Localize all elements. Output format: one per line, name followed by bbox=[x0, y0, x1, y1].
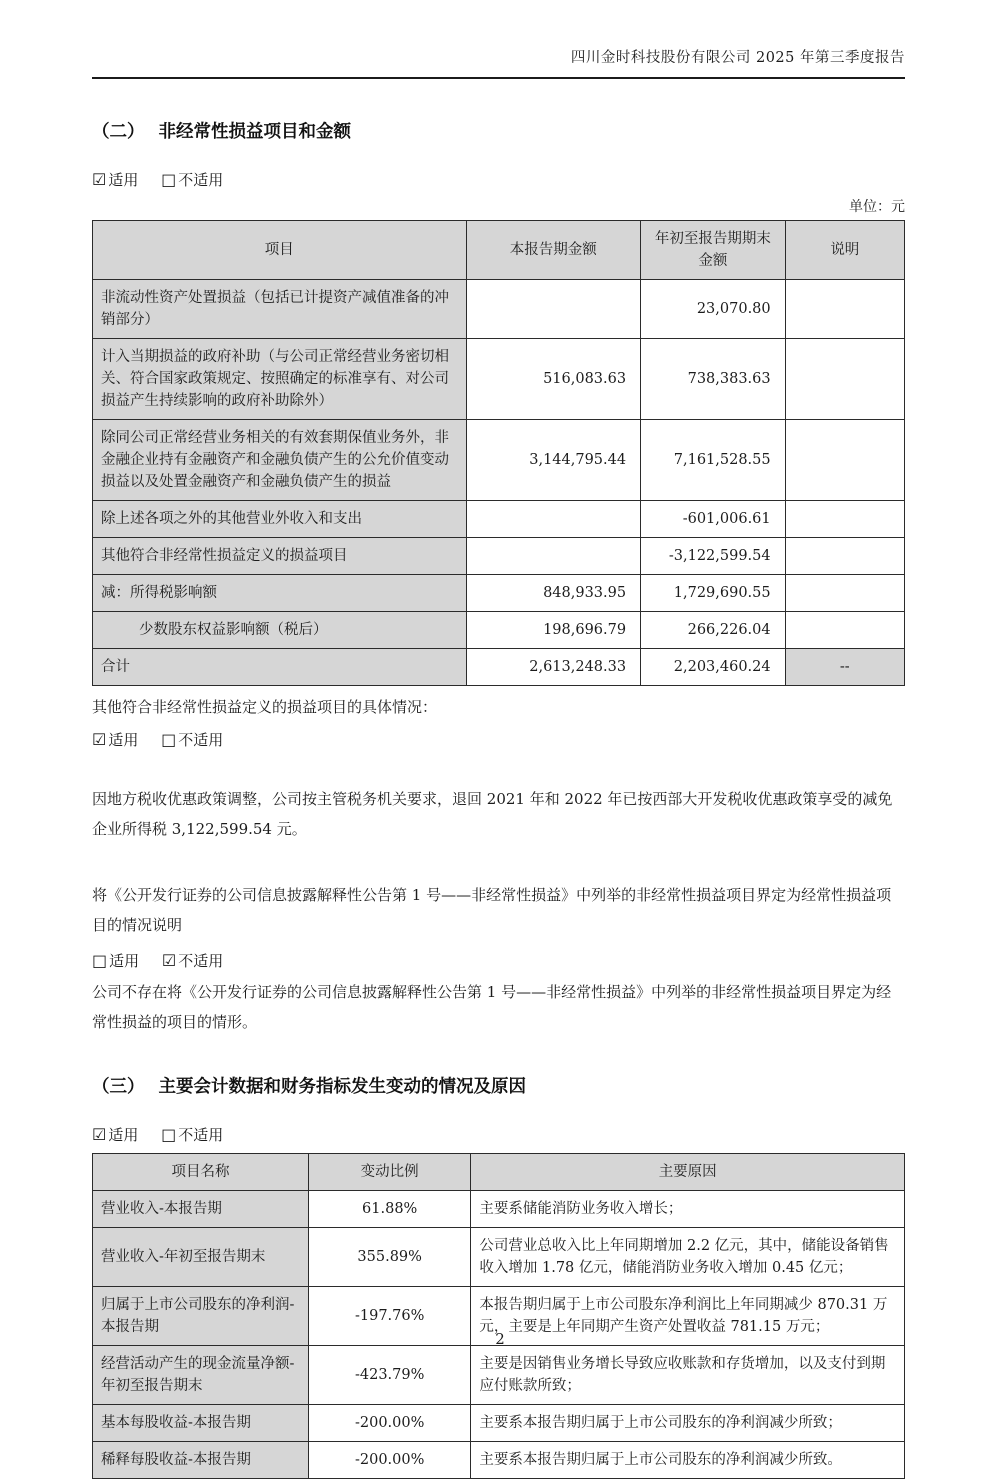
change-ratio-cell: 355.89% bbox=[308, 1228, 470, 1287]
section2-number: （二） bbox=[92, 122, 145, 142]
unit-label: 单位：元 bbox=[849, 199, 905, 215]
item-name-cell: 经营活动产生的现金流量净额-年初至报告期末 bbox=[93, 1346, 309, 1405]
change-ratio-cell: 61.88% bbox=[308, 1191, 470, 1228]
not-applicable-checkbox[interactable] bbox=[161, 1126, 223, 1144]
checked-checkbox-icon: ☑ bbox=[92, 170, 107, 189]
table-row bbox=[93, 339, 905, 420]
change-ratio-cell: -200.00% bbox=[308, 1405, 470, 1442]
reason-cell: 公司营业总收入比上年同期增加 2.2 亿元，其中，储能设备销售收入增加 1.78 亿元，储能消防业务收入增加 0.45 亿元； bbox=[471, 1228, 905, 1287]
applicable-checkbox[interactable] bbox=[92, 1126, 138, 1144]
ytd-amount-cell: -601,006.61 bbox=[641, 501, 786, 538]
note-cell bbox=[785, 538, 904, 575]
item-name-cell: 基本每股收益-本报告期 bbox=[93, 1405, 309, 1442]
total-current-cell: 2,613,248.33 bbox=[466, 649, 641, 686]
current-amount-cell bbox=[466, 280, 641, 339]
item-cell: 少数股东权益影响额（税后） bbox=[93, 612, 467, 649]
col-header-change-ratio: 变动比例 bbox=[308, 1154, 470, 1191]
reclassification-statement-body: 公司不存在将《公开发行证券的公司信息披露解释性公告第 1 号——非经常性损益》中列举的非经常性损益项目界定为经常性损益的项目的情形。 bbox=[92, 983, 892, 1031]
item-cell: 减：所得税影响额 bbox=[93, 575, 467, 612]
page-number: 2 bbox=[495, 1330, 505, 1348]
not-applicable-checkbox[interactable] bbox=[161, 731, 223, 749]
col-header-item: 项目 bbox=[93, 221, 467, 280]
col-header-item-name: 项目名称 bbox=[93, 1154, 309, 1191]
unchecked-checkbox-icon: □ bbox=[161, 730, 177, 749]
not-applicable-checkbox[interactable] bbox=[161, 171, 223, 189]
section3-number: （三） bbox=[92, 1077, 145, 1097]
table-header-row bbox=[93, 1154, 905, 1191]
table-header-row bbox=[93, 221, 905, 280]
report-title: 四川金时科技股份有限公司 2025 年第三季度报告 bbox=[570, 50, 905, 66]
applicable-label: 适用 bbox=[109, 952, 140, 970]
applicable-label: 适用 bbox=[108, 171, 139, 189]
ytd-amount-cell: 1,729,690.55 bbox=[641, 575, 786, 612]
applicable-checkbox[interactable] bbox=[92, 952, 139, 970]
col-header-ytd: 年初至报告期期末金额 bbox=[641, 221, 786, 280]
applicable-checkbox[interactable] bbox=[92, 171, 138, 189]
item-cell: 其他符合非经常性损益定义的损益项目 bbox=[93, 538, 467, 575]
tax-policy-paragraph: 因地方税收优惠政策调整，公司按主管税务机关要求，退回 2021 年和 2022 年已按西部大开发税收优惠政策享受的减免企业所得税 3,122,599.54 元。 bbox=[92, 790, 893, 838]
reason-cell: 主要系储能消防业务收入增长； bbox=[471, 1191, 905, 1228]
applicable-label: 适用 bbox=[108, 1126, 139, 1144]
unchecked-checkbox-icon: □ bbox=[161, 170, 177, 189]
note-cell bbox=[785, 339, 904, 420]
table-row bbox=[93, 575, 905, 612]
note-cell bbox=[785, 501, 904, 538]
checked-checkbox-icon: ☑ bbox=[92, 730, 107, 749]
applicable-checkbox[interactable] bbox=[92, 731, 138, 749]
col-header-current-period: 本报告期金额 bbox=[466, 221, 641, 280]
current-amount-cell bbox=[466, 501, 641, 538]
note-cell bbox=[785, 575, 904, 612]
section2-applicability bbox=[92, 169, 905, 190]
item-cell: 非流动性资产处置损益（包括已计提资产减值准备的冲销部分） bbox=[93, 280, 467, 339]
ytd-amount-cell: 23,070.80 bbox=[641, 280, 786, 339]
table-row bbox=[93, 501, 905, 538]
section2-heading bbox=[92, 118, 905, 143]
table-row bbox=[93, 1405, 905, 1442]
detail-applicability bbox=[92, 729, 905, 750]
col-header-note: 说明 bbox=[785, 221, 904, 280]
reclassification-applicability bbox=[92, 950, 905, 971]
item-cell: 除同公司正常经营业务相关的有效套期保值业务外，非金融企业持有金融资产和金融负债产生的公允价值变动损益以及处置金融资产和金融负债产生的损益 bbox=[93, 420, 467, 501]
not-applicable-label: 不适用 bbox=[178, 171, 224, 189]
item-name-cell: 归属于上市公司股东的净利润-本报告期 bbox=[93, 1287, 309, 1346]
other-items-detail-title: 其他符合非经常性损益定义的损益项目的具体情况： bbox=[92, 698, 438, 716]
applicable-label: 适用 bbox=[108, 731, 139, 749]
current-amount-cell: 516,083.63 bbox=[466, 339, 641, 420]
current-amount-cell: 3,144,795.44 bbox=[466, 420, 641, 501]
change-ratio-cell: -423.79% bbox=[308, 1346, 470, 1405]
table-row bbox=[93, 1228, 905, 1287]
checked-checkbox-icon: ☑ bbox=[161, 951, 177, 970]
table-total-row bbox=[93, 649, 905, 686]
not-applicable-label: 不适用 bbox=[178, 952, 224, 970]
reason-cell: 本报告期归属于上市公司股东净利润比上年同期减少 870.31 万元，主要是上年同期产生资产处置收益 781.15 万元； bbox=[471, 1287, 905, 1346]
table-row bbox=[93, 1191, 905, 1228]
reason-cell: 主要系本报告期归属于上市公司股东的净利润减少所致； bbox=[471, 1405, 905, 1442]
unchecked-checkbox-icon: □ bbox=[161, 1125, 177, 1144]
reason-cell: 主要系本报告期归属于上市公司股东的净利润减少所致。 bbox=[471, 1442, 905, 1479]
item-cell: 计入当期损益的政府补助（与公司正常经营业务密切相关、符合国家政策规定、按照确定的标准享有、对公司损益产生持续影响的政府补助除外） bbox=[93, 339, 467, 420]
current-amount-cell: 848,933.95 bbox=[466, 575, 641, 612]
unchecked-checkbox-icon: □ bbox=[92, 951, 108, 970]
item-name-cell: 营业收入-本报告期 bbox=[93, 1191, 309, 1228]
table-row bbox=[93, 538, 905, 575]
col-header-main-reason: 主要原因 bbox=[471, 1154, 905, 1191]
current-amount-cell bbox=[466, 538, 641, 575]
section3-title: 主要会计数据和财务指标发生变动的情况及原因 bbox=[158, 1077, 526, 1097]
not-applicable-label: 不适用 bbox=[178, 731, 224, 749]
page-header bbox=[92, 46, 905, 79]
section3-applicability bbox=[92, 1124, 905, 1145]
reason-cell: 主要是因销售业务增长导致应收账款和存货增加，以及支付到期应付账款所致； bbox=[471, 1346, 905, 1405]
table-row bbox=[93, 1346, 905, 1405]
item-name-cell: 营业收入-年初至报告期末 bbox=[93, 1228, 309, 1287]
ytd-amount-cell: 266,226.04 bbox=[641, 612, 786, 649]
current-amount-cell: 198,696.79 bbox=[466, 612, 641, 649]
note-cell bbox=[785, 612, 904, 649]
note-cell bbox=[785, 280, 904, 339]
change-ratio-cell: -200.00% bbox=[308, 1442, 470, 1479]
table-row bbox=[93, 612, 905, 649]
indicator-changes-table bbox=[92, 1153, 905, 1479]
table-row bbox=[93, 420, 905, 501]
non-recurring-items-table bbox=[92, 220, 905, 686]
not-applicable-label: 不适用 bbox=[178, 1126, 224, 1144]
total-ytd-cell: 2,203,460.24 bbox=[641, 649, 786, 686]
note-cell bbox=[785, 420, 904, 501]
change-ratio-cell: -197.76% bbox=[308, 1287, 470, 1346]
ytd-amount-cell: 7,161,528.55 bbox=[641, 420, 786, 501]
ytd-amount-cell: 738,383.63 bbox=[641, 339, 786, 420]
section3-heading bbox=[92, 1073, 905, 1098]
total-label-cell: 合计 bbox=[93, 649, 467, 686]
not-applicable-checkbox[interactable] bbox=[162, 952, 223, 970]
checked-checkbox-icon: ☑ bbox=[92, 1125, 107, 1144]
table-row bbox=[93, 1442, 905, 1479]
item-cell: 除上述各项之外的其他营业外收入和支出 bbox=[93, 501, 467, 538]
total-note-cell: -- bbox=[785, 649, 904, 686]
table-row bbox=[93, 280, 905, 339]
section2-title: 非经常性损益项目和金额 bbox=[158, 122, 351, 142]
reclassification-statement-title: 将《公开发行证券的公司信息披露解释性公告第 1 号——非经常性损益》中列举的非经常性损益项目界定为经常性损益项目的情况说明 bbox=[92, 886, 892, 934]
ytd-amount-cell: -3,122,599.54 bbox=[641, 538, 786, 575]
item-name-cell: 稀释每股收益-本报告期 bbox=[93, 1442, 309, 1479]
